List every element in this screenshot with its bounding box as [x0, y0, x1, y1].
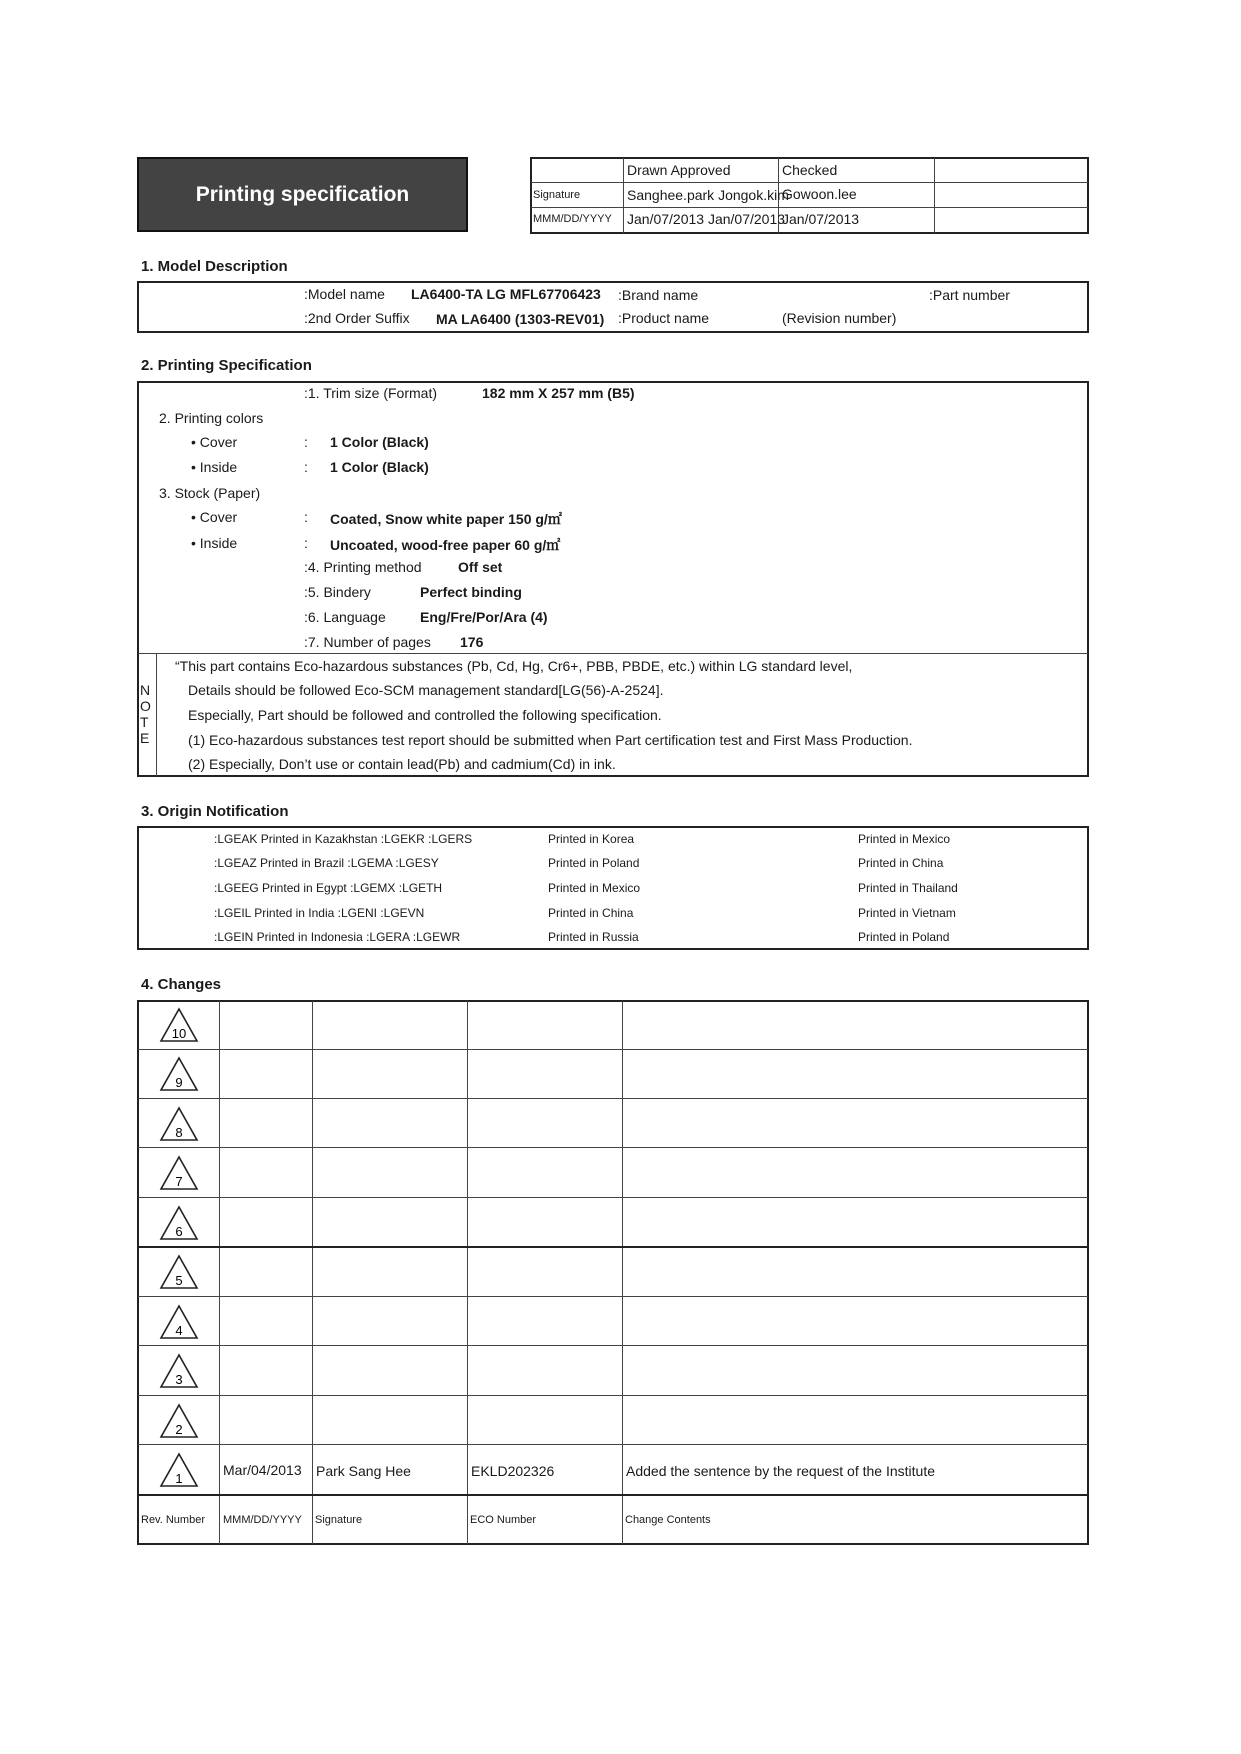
inside-color-value: 1 Color (Black): [330, 459, 429, 475]
changes-row-divider: [138, 1345, 1088, 1346]
revision-triangle-icon: [159, 1007, 199, 1043]
origin-text: Printed in Poland: [858, 930, 950, 944]
origin-text: Printed in Mexico: [858, 832, 951, 846]
revision-triangle-icon: [159, 1056, 199, 1092]
cover-color-value: 1 Color (Black): [330, 434, 429, 450]
origin-codes: :LGEEG Printed in Egypt :LGEMX :LGETH: [214, 881, 443, 895]
bindery-label: :5. Bindery: [304, 584, 371, 600]
printing-method-label: :4. Printing method: [304, 559, 422, 575]
revision-number: 10: [171, 1026, 187, 1041]
language-value: Eng/Fre/Por/Ara (4): [420, 609, 548, 625]
trim-size-value: 182 mm X 257 mm (B5): [482, 385, 635, 401]
note-line: (1) Eco-hazardous substances test report should be submitted when Part certification test and First Mass Production.: [188, 732, 913, 748]
note-letter: O: [140, 698, 151, 714]
changes-column-divider: [219, 1001, 220, 1544]
footer-signature-label: Signature: [315, 1514, 363, 1526]
revision-number: 8: [175, 1125, 183, 1140]
checked-signature: Gowoon.lee: [782, 186, 857, 202]
footer-date-label: MMM/DD/YYYY: [223, 1514, 302, 1526]
revision-number-label: (Revision number): [782, 310, 897, 326]
drawn-signature: Sanghee.park Jongok.kim: [627, 187, 789, 203]
note-divider: [156, 654, 157, 776]
origin-text: Printed in China: [858, 856, 944, 870]
changes-column-divider: [467, 1001, 468, 1544]
cover-label: • Cover: [191, 434, 238, 450]
drawn-date: Jan/07/2013 Jan/07/2013: [627, 211, 786, 227]
changes-row-divider: [138, 1098, 1088, 1099]
revision-number: 6: [175, 1224, 183, 1239]
approval-divider: [934, 158, 935, 233]
revision-number: 2: [175, 1422, 183, 1437]
colon: :: [304, 535, 308, 551]
colon: :: [304, 459, 308, 475]
change-signature: Park Sang Hee: [316, 1463, 411, 1479]
revision-triangle-icon: [159, 1452, 199, 1488]
checked-label: Checked: [782, 162, 838, 178]
trim-size-label: :1. Trim size (Format): [304, 385, 438, 401]
model-name-label: :Model name: [304, 286, 385, 302]
origin-text: Printed in Mexico: [548, 881, 641, 895]
changes-row-divider: [138, 1395, 1088, 1396]
printing-colors-label: 2. Printing colors: [159, 410, 264, 426]
approval-divider: [623, 158, 624, 233]
note-line: Especially, Part should be followed and controlled the following specification.: [188, 707, 662, 723]
brand-name-label: :Brand name: [618, 287, 699, 303]
revision-number: 5: [175, 1273, 183, 1288]
inside-label: • Inside: [191, 535, 238, 551]
footer-change-contents-label: Change Contents: [625, 1514, 711, 1526]
origin-text: Printed in Thailand: [858, 881, 958, 895]
order-suffix-value: MA LA6400 (1303-REV01): [436, 311, 605, 327]
revision-number: 7: [175, 1174, 183, 1189]
changes-row-divider: [138, 1494, 1088, 1496]
cover-stock-value: Coated, Snow white paper 150 g/㎡: [330, 511, 562, 527]
changes-row-divider: [138, 1296, 1088, 1297]
inside-label: • Inside: [191, 459, 238, 475]
changes-row-divider: [138, 1049, 1088, 1050]
language-label: :6. Language: [304, 609, 386, 625]
revision-triangle-icon: [159, 1403, 199, 1439]
change-date: Mar/04/2013: [223, 1462, 302, 1478]
origin-text: Printed in Korea: [548, 832, 635, 846]
revision-triangle-icon: [159, 1353, 199, 1389]
origin-text: Printed in Poland: [548, 856, 640, 870]
revision-triangle-icon: [159, 1254, 199, 1290]
origin-codes: :LGEIN Printed in Indonesia :LGERA :LGEWR: [214, 930, 461, 944]
revision-number: 1: [175, 1471, 183, 1486]
pages-value: 176: [460, 634, 484, 650]
pages-label: :7. Number of pages: [304, 634, 431, 650]
changes-row-divider: [138, 1246, 1088, 1248]
origin-text: Printed in Russia: [548, 930, 639, 944]
changes-column-divider: [622, 1001, 623, 1544]
inside-stock-value: Uncoated, wood-free paper 60 g/㎡: [330, 537, 561, 553]
revision-triangle-icon: [159, 1155, 199, 1191]
stock-label: 3. Stock (Paper): [159, 485, 261, 501]
printing-method-value: Off set: [458, 559, 503, 575]
revision-number: 4: [175, 1323, 183, 1338]
change-contents: Added the sentence by the request of the Institute: [626, 1463, 935, 1479]
page-title: Printing specification: [137, 157, 468, 232]
part-number-label: :Part number: [929, 287, 1010, 303]
origin-codes: :LGEIL Printed in India :LGENI :LGEVN: [214, 906, 425, 920]
note-letter: T: [140, 714, 149, 730]
origin-codes: :LGEAK Printed in Kazakhstan :LGEKR :LGERS: [214, 832, 473, 846]
note-line: Details should be followed Eco-SCM management standard[LG(56)-A-2524].: [188, 682, 664, 698]
approval-divider: [531, 207, 1088, 208]
checked-date: Jan/07/2013: [782, 211, 860, 227]
approval-divider: [531, 182, 1088, 183]
order-suffix-label: :2nd Order Suffix: [304, 310, 410, 326]
note-line: (2) Especially, Don’t use or contain lead(Pb) and cadmium(Cd) in ink.: [188, 756, 616, 772]
note-divider: [138, 653, 1088, 654]
bindery-value: Perfect binding: [420, 584, 522, 600]
product-name-label: :Product name: [618, 310, 710, 326]
change-eco-number: EKLD202326: [471, 1463, 555, 1479]
origin-codes: :LGEAZ Printed in Brazil :LGEMA :LGESY: [214, 856, 439, 870]
date-label: MMM/DD/YYYY: [533, 213, 612, 225]
printing-spec-heading: 2. Printing Specification: [141, 357, 312, 374]
note-letter: E: [140, 730, 150, 746]
changes-row-divider: [138, 1444, 1088, 1445]
model-name-value: LA6400-TA LG MFL67706423: [411, 286, 601, 302]
origin-text: Printed in China: [548, 906, 634, 920]
note-letter: N: [140, 682, 151, 698]
note-line: “This part contains Eco-hazardous substances (Pb, Cd, Hg, Cr6+, PBB, PBDE, etc.) within LG standard level,: [175, 658, 853, 674]
colon: :: [304, 434, 308, 450]
revision-number: 3: [175, 1372, 183, 1387]
footer-rev-number-label: Rev. Number: [141, 1514, 205, 1526]
model-description-heading: 1. Model Description: [141, 258, 288, 275]
origin-heading: 3. Origin Notification: [141, 803, 289, 820]
colon: :: [304, 509, 308, 525]
changes-heading: 4. Changes: [141, 976, 222, 993]
changes-row-divider: [138, 1197, 1088, 1198]
origin-text: Printed in Vietnam: [858, 906, 956, 920]
cover-label: • Cover: [191, 509, 238, 525]
revision-number: 9: [175, 1075, 183, 1090]
changes-row-divider: [138, 1147, 1088, 1148]
revision-triangle-icon: [159, 1106, 199, 1142]
drawn-approved-label: Drawn Approved: [627, 162, 731, 178]
revision-triangle-icon: [159, 1304, 199, 1340]
footer-eco-number-label: ECO Number: [470, 1514, 537, 1526]
changes-column-divider: [312, 1001, 313, 1544]
revision-triangle-icon: [159, 1205, 199, 1241]
signature-label: Signature: [533, 189, 581, 201]
